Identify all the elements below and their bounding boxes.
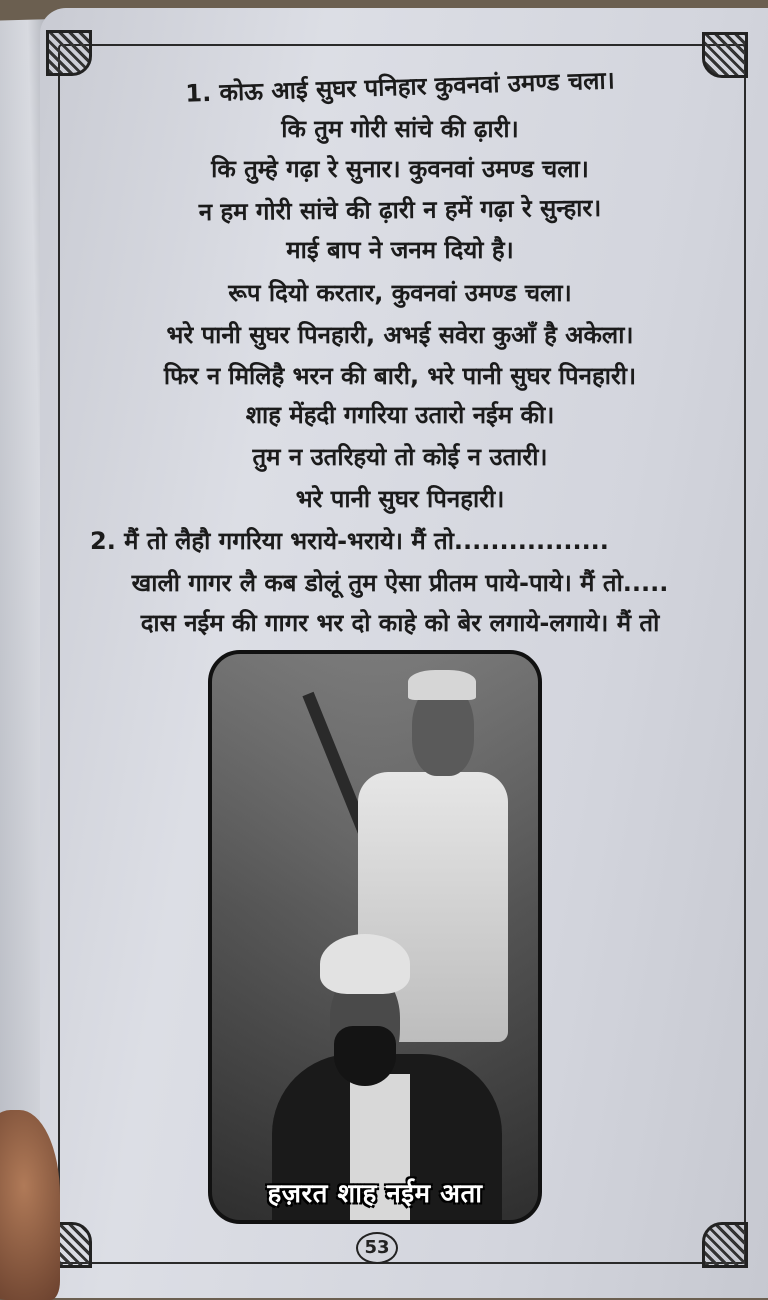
verse-line: न हम गोरी सांचे की ढ़ारी न हमें गढ़ा रे सुन्हार।: [198, 193, 602, 227]
portrait-photo: [208, 650, 542, 1224]
corner-ornament-icon: [702, 1222, 748, 1268]
verse-line: तुम न उतरिहयो तो कोई न उतारी।: [252, 443, 548, 471]
photo-caption: हज़रत शाह नईम अता: [267, 1179, 483, 1209]
verse-line: भरे पानी सुघर पिनहारी।: [295, 485, 505, 513]
verse-line: 1. कोऊ आई सुघर पनिहार कुवनवां उमण्ड चला।: [184, 66, 616, 108]
verse-line: रूप दियो करतार, कुवनवां उमण्ड चला।: [228, 279, 572, 307]
verse-line: खाली गागर लै कब डोलूं तुम ऐसा प्रीतम पाये-पाये। मैं तो.....: [131, 569, 669, 597]
page-number: 53: [356, 1232, 398, 1264]
corner-ornament-icon: [46, 30, 92, 76]
verse-line: फिर न मिलिहै भरन की बारी, भरे पानी सुघर पिनहारी।: [163, 362, 637, 390]
verse-line: कि तुम गोरी सांचे की ढ़ारी।: [281, 115, 519, 143]
verse-line: माई बाप ने जनम दियो है।: [286, 236, 514, 264]
verse-line: 2. मैं तो लैहौ गगरिया भराये-भराये। मैं तो.................: [90, 527, 609, 555]
verse-line: दास नईम की गागर भर दो काहे को बेर लगाये-लगाये। मैं तो: [140, 609, 660, 637]
verse-line: भरे पानी सुघर पिनहारी, अभई सवेरा कुआँ है अकेला।: [166, 321, 634, 349]
verse-line: कि तुम्हे गढ़ा रे सुनार। कुवनवां उमण्ड चला।: [211, 155, 589, 183]
verse-line: शाह मेंहदी गगरिया उतारो नईम की।: [245, 401, 555, 429]
